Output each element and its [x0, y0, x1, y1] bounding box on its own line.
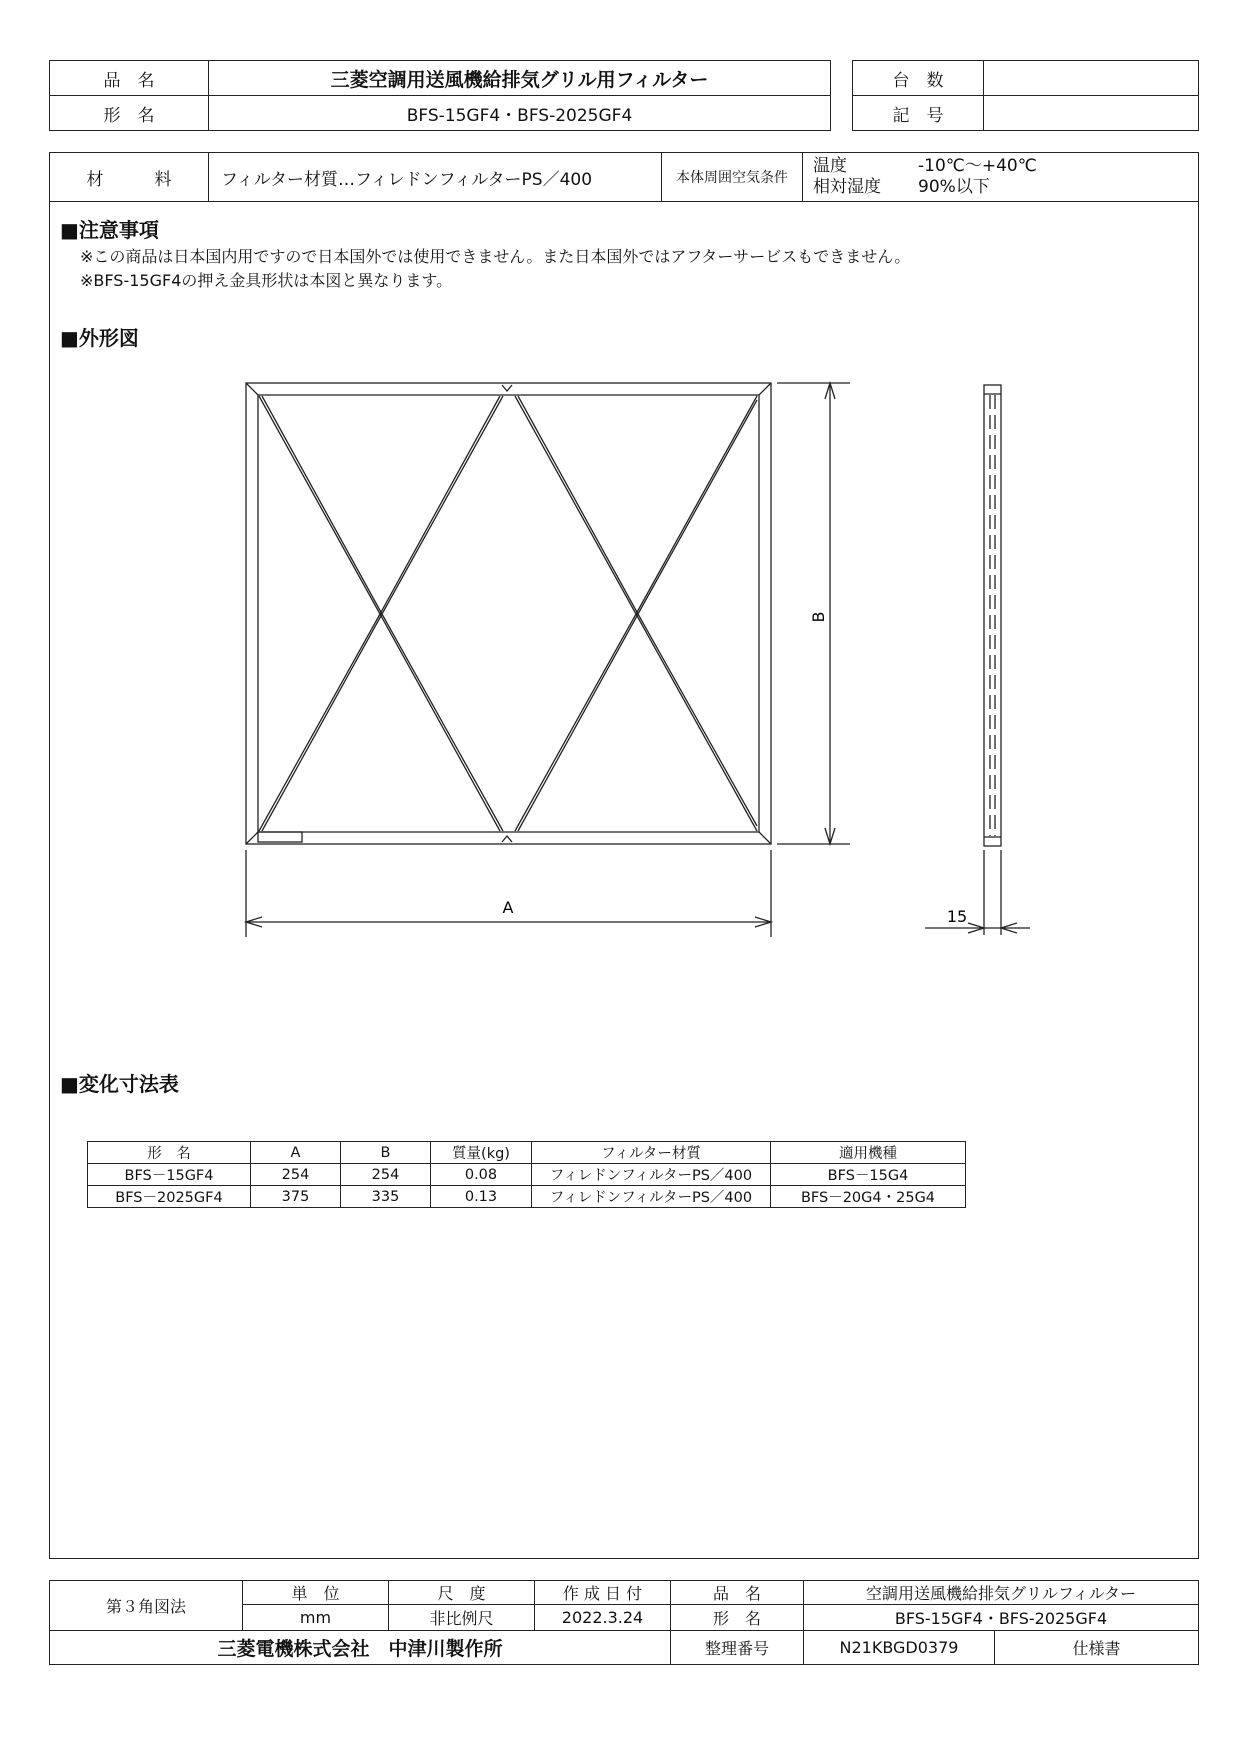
col-mass: 質量(kg): [431, 1142, 532, 1164]
scale-label: 尺 度: [389, 1581, 535, 1605]
cell-model: BFS－15GF4: [88, 1164, 251, 1186]
cell-mass: 0.13: [431, 1186, 532, 1208]
filter-side-view: [984, 385, 1001, 846]
note-line-2: ※BFS-15GF4の押え金具形状は本図と異なります。: [80, 271, 453, 290]
holding-clip: [258, 832, 302, 842]
cell-applicable: BFS－20G4・25G4: [771, 1186, 966, 1208]
dim-thickness-label: 15: [946, 907, 968, 926]
filter-outer-frame: [246, 383, 771, 844]
notes-title: ■注意事項: [60, 218, 159, 242]
ref-label: 整理番号: [671, 1631, 804, 1665]
table-row: [88, 1164, 966, 1186]
unit-label: 単 位: [243, 1581, 389, 1605]
col-a: A: [251, 1142, 341, 1164]
footer-product-name-label: 品 名: [671, 1581, 804, 1605]
cell-material: フィレドンフィルターPS／400: [532, 1164, 771, 1186]
table-header-row: [88, 1142, 966, 1164]
scale-value: 非比例尺: [389, 1605, 535, 1631]
ref-value: N21KBGD0379: [804, 1631, 995, 1665]
cell-b: 335: [341, 1186, 431, 1208]
dim-b-label: B: [809, 611, 828, 623]
col-b: B: [341, 1142, 431, 1164]
date-label: 作 成 日 付: [535, 1581, 671, 1605]
symbol-label: 記 号: [853, 96, 984, 131]
material-value: フィルター材質…フィレドンフィルターPS／400: [209, 153, 662, 202]
doc-type: 仕様書: [995, 1631, 1199, 1665]
humidity-label: 相対湿度: [813, 177, 881, 197]
cell-b: 254: [341, 1164, 431, 1186]
title-block: [49, 1580, 1199, 1665]
cell-a: 254: [251, 1164, 341, 1186]
dimension-table-title: ■変化寸法表: [60, 1072, 179, 1096]
note-line-1: ※この商品は日本国内用ですので日本国外では使用できません。また日本国外ではアフターサービスもできません。: [80, 247, 911, 266]
dim-a-label: A: [502, 898, 514, 917]
footer-model-label: 形 名: [671, 1605, 804, 1631]
date-value: 2022.3.24: [535, 1605, 671, 1631]
model-label: 形 名: [50, 96, 209, 131]
company-name: 三菱電機株式会社 中津川製作所: [50, 1631, 671, 1665]
material-label: 材 料: [50, 153, 209, 202]
humidity-value: 90%以下: [918, 177, 990, 197]
cell-material: フィレドンフィルターPS／400: [532, 1186, 771, 1208]
col-model: 形 名: [88, 1142, 251, 1164]
product-name-label: 品 名: [50, 61, 209, 96]
model-name: BFS-15GF4・BFS-2025GF4: [209, 96, 831, 131]
footer-product-name: 空調用送風機給排気グリルフィルター: [804, 1581, 1199, 1605]
temp-label: 温度: [813, 156, 847, 176]
count-label: 台 数: [853, 61, 984, 96]
dimension-table: [87, 1141, 966, 1208]
product-name: 三菱空調用送風機給排気グリル用フィルター: [209, 61, 831, 96]
filter-lattice: [259, 396, 757, 831]
cell-a: 375: [251, 1186, 341, 1208]
table-row: [88, 1186, 966, 1208]
col-applicable: 適用機種: [771, 1142, 966, 1164]
unit-value: mm: [243, 1605, 389, 1631]
col-material: フィルター材質: [532, 1142, 771, 1164]
conditions-label: 本体周囲空気条件: [662, 153, 803, 202]
filter-inner-frame: [258, 395, 759, 832]
cell-mass: 0.08: [431, 1164, 532, 1186]
cell-applicable: BFS－15G4: [771, 1164, 966, 1186]
projection-method: 第３角図法: [50, 1581, 243, 1631]
temp-value: -10℃～+40℃: [918, 156, 1037, 176]
drawing-title: ■外形図: [60, 326, 139, 350]
footer-model: BFS-15GF4・BFS-2025GF4: [804, 1605, 1199, 1631]
cell-model: BFS－2025GF4: [88, 1186, 251, 1208]
